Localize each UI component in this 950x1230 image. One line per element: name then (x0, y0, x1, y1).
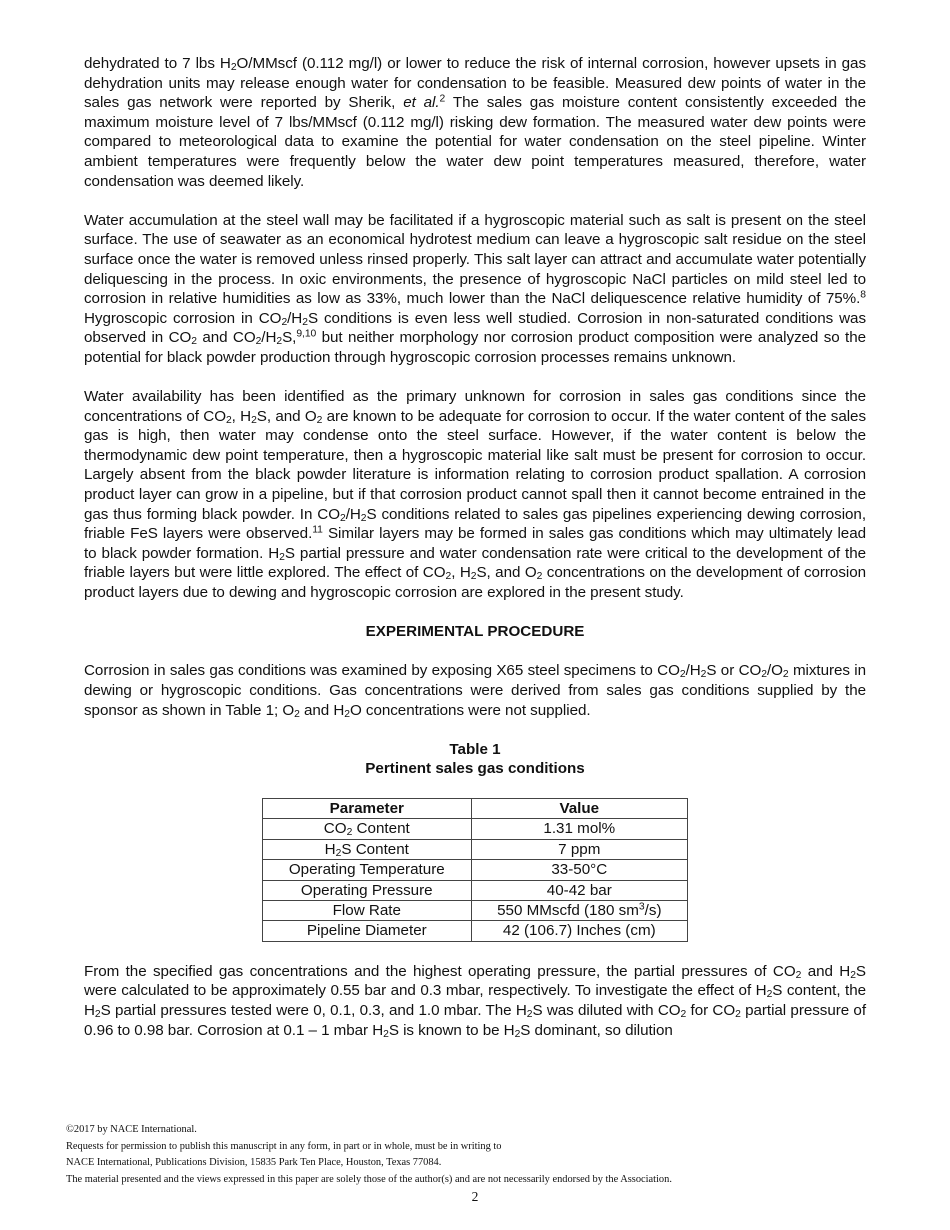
subscript: 2 (230, 61, 237, 73)
page-body (84, 54, 866, 1040)
paragraph-partial-pressures (84, 962, 866, 1040)
citation-ref: 11 (312, 524, 323, 536)
text-run: concentrations on the development of corrosion product layers due to dewing and hygroscopic corrosion are explored in the present study. (84, 564, 866, 602)
subscript: 2 (335, 847, 342, 859)
subscript: 2 (251, 414, 257, 426)
cell-value (471, 839, 687, 859)
table-row (263, 921, 688, 941)
subscript: 2 (679, 669, 686, 681)
text-run: partial pressure of 0.96 to 0.98 bar. Corrosion at 0.1 – 1 mbar H (84, 1002, 866, 1039)
text-run: Water accumulation at the steel wall may be facilitated if a hygroscopic material such as salt is present on the steel surface. The use of seawater as an economical hydrotest medium can leave a hygroscopic salt residue on the steel surface once the water is removed unless rinsed properly. This salt layer can attract and accumulate water potentially deliquescing in the process. In oxic environments, the presence of hygroscopic NaCl particles on mild steel led to corrosion in relative humidities as low as 33%, much lower than the NaCl deliquescence relative humidity of 75%. (84, 211, 866, 308)
paragraph-water-availability (84, 387, 866, 603)
superscript: 3 (638, 901, 645, 913)
text-run: CO (323, 820, 347, 838)
text-run: From the specified gas concentrations and the highest operating pressure, the partial pressures of CO (84, 962, 796, 980)
cell-value: 42 (106.7) Inches (cm) (471, 921, 687, 941)
permission-notice: Requests for permission to publish this manuscript in any form, in part or in whole, must be in writing to (66, 1140, 502, 1152)
sales-gas-conditions-table (262, 798, 688, 942)
text-run: The sales gas moisture content consistently exceeded the maximum moisture level of 7 lbs/MMscf (0.112 mg/l) risking dew formation. The measured water dew points were compared to meteorological data to examine the potential for water condensation on the steel pipeline. Winter ambient temperatures were frequently below the water dew point temperatures measured, therefore, water condensation was deemed likely. (84, 94, 866, 190)
text-italic: et al. (403, 94, 440, 112)
column-header-parameter: Parameter (263, 798, 472, 818)
text-run: , H (451, 564, 471, 582)
citation-ref: 9,10 (296, 328, 317, 340)
cell-parameter: Pipeline Diameter (263, 921, 472, 941)
text-run: dehydrated to 7 lbs H (84, 55, 231, 72)
cell-value: 33-50°C (471, 860, 687, 880)
text-run: S dominant, so dilution (520, 1021, 673, 1039)
text-run: S partial pressure and water condensation rate were critical to the development of the friable layers but were little explored. The effect of CO (84, 544, 866, 582)
text-run: and CO (196, 329, 256, 347)
text-run: S or CO (706, 662, 762, 680)
text-run: Hygroscopic corrosion in CO (84, 309, 282, 327)
subscript: 2 (276, 336, 283, 348)
subscript: 2 (700, 669, 707, 681)
text-run: for CO (686, 1002, 736, 1019)
paragraph-hygroscopic (84, 211, 866, 368)
text-run: S content, the H (84, 982, 866, 1019)
text-run: /H (287, 309, 303, 327)
subscript: 2 (526, 1008, 533, 1020)
table-row (263, 880, 688, 900)
text-run: , H (231, 407, 252, 425)
text-run: S conditions related to sales gas pipelines experiencing dewing corrosion, friable FeS layers were observed. (84, 505, 866, 543)
subscript: 2 (514, 1028, 521, 1040)
text-run: but neither morphology nor corrosion product composition were analyzed so the potential for black powder production through hygroscopic corrosion processes remains unknown. (84, 329, 866, 366)
copyright-notice: ©2017 by NACE International. (66, 1124, 197, 1135)
text-run: /O (766, 662, 783, 680)
table-row (263, 839, 688, 859)
subscript: 2 (761, 669, 767, 681)
text-run: O/MMscf (0.112 mg/l) or lower to reduce the risk of internal corrosion, however upsets in gas dehydration units may release enough water for condensation to be feasible. Measured dew points of water in the sales gas network were reported by Sherik, (84, 55, 866, 112)
text-run: S Content (341, 840, 409, 858)
subscript: 2 (302, 316, 308, 328)
text-run: S, and O (256, 407, 317, 425)
table-row (263, 819, 688, 839)
section-heading: EXPERIMENTAL PROCEDURE (365, 623, 585, 641)
text-run: S, (282, 329, 297, 347)
cell-value (471, 819, 687, 839)
disclaimer: The material presented and the views expressed in this paper are solely those of the author(s) and are not necessarily endorsed by the Association. (66, 1173, 672, 1185)
text-run: /H (345, 505, 361, 523)
text-run: 7 ppm (558, 840, 601, 858)
text-run: S partial pressures tested were 0, 0.1, 0.3, and 1.0 mbar. The H (100, 1002, 527, 1019)
subscript: 2 (94, 1008, 101, 1020)
subscript: 2 (339, 512, 346, 524)
subscript: 2 (344, 708, 350, 720)
text-run: are known to be adequate for corrosion to occur. If the water content of the sales gas is high, then water may condense onto the steel surface. However, if the water content is below the thermodynamic dew point temperature, then a hygroscopic material like salt must be present for corrosion to occur. Largely absent from the black powder literature is information relating to corrosion product spallation. A corrosion product layer can grow in a pipeline, but if that corrosion product cannot spall then it cannot become entrained in the gas thus forming black powder. In CO (84, 407, 866, 523)
text-run: 550 MMscfd (180 sm (497, 902, 639, 919)
text-run: O concentrations were not supplied. (349, 701, 591, 719)
cell-parameter: Operating Pressure (263, 880, 472, 900)
table-row (263, 901, 688, 921)
cell-value (471, 901, 687, 921)
subscript: 2 (782, 669, 789, 681)
subscript: 2 (383, 1028, 389, 1040)
subscript: 2 (735, 1008, 741, 1020)
text-run: Corrosion in sales gas conditions was examined by exposing X65 steel specimens to CO (84, 662, 680, 680)
subscript: 2 (470, 571, 477, 583)
subscript: 2 (536, 571, 543, 583)
cell-value: 40-42 bar (471, 880, 687, 900)
subscript: 2 (445, 571, 452, 583)
subscript: 2 (255, 336, 262, 348)
text-run: S were calculated to be approximately 0.55 bar and 0.3 mbar, respectively. To investigate the effect of H (84, 962, 867, 1000)
text-run: and H (299, 701, 345, 719)
text-run: Water availability has been identified as the primary unknown for corrosion in sales gas conditions since the concentrations of CO (84, 388, 866, 425)
page-footer (66, 1122, 886, 1188)
text-run: 1.31 mol% (543, 820, 616, 838)
text-run: /H (261, 329, 277, 347)
subscript: 2 (294, 708, 300, 720)
table-caption (84, 740, 866, 779)
subscript: 2 (279, 551, 285, 563)
text-run: Similar layers may be formed in sales gas conditions which may ultimately lead to black powder formation. H (84, 525, 866, 562)
subscript: 2 (795, 969, 802, 981)
table-label: Table 1 (449, 740, 501, 758)
subscript: 2 (191, 336, 197, 348)
text-run: S, and O (476, 564, 537, 582)
subscript: 2 (680, 1008, 687, 1020)
publisher-address: NACE International, Publications Division, 15835 Park Ten Place, Houston, Texas 77084. (66, 1157, 442, 1168)
table-row (263, 860, 688, 880)
text-run: and H (801, 962, 851, 980)
cell-parameter: Operating Temperature (263, 860, 472, 880)
page-number: 2 (471, 1189, 479, 1204)
table-header-row (263, 798, 688, 818)
text-run: S was diluted with CO (532, 1002, 681, 1019)
text-run: H (324, 840, 336, 858)
subscript: 2 (281, 316, 288, 328)
text-run: /H (685, 662, 701, 680)
text-run: Content (352, 820, 410, 838)
cell-parameter (263, 819, 472, 839)
table-title: Pertinent sales gas conditions (365, 760, 585, 778)
cell-parameter: Flow Rate (263, 901, 472, 921)
subscript: 2 (225, 414, 232, 426)
text-run: S conditions is even less well studied. Corrosion in non-saturated conditions was observed in CO (84, 309, 866, 347)
cell-parameter (263, 839, 472, 859)
paragraph-procedure (84, 661, 866, 720)
citation-ref: 2 (439, 93, 446, 105)
text-run: S is known to be H (388, 1021, 515, 1039)
text-run: mixtures in dewing or hygroscopic conditions. Gas concentrations were derived from sales gas conditions supplied by the sponsor as shown in Table 1; O (84, 662, 867, 719)
subscript: 2 (316, 414, 323, 426)
subscript: 2 (850, 969, 856, 981)
paragraph-dehydration (84, 54, 866, 191)
text-run: /s) (644, 902, 662, 919)
subscript: 2 (346, 827, 353, 839)
subscript: 2 (360, 512, 367, 524)
column-header-value: Value (471, 798, 687, 818)
citation-ref: 8 (860, 289, 866, 301)
subscript: 2 (766, 989, 773, 1001)
